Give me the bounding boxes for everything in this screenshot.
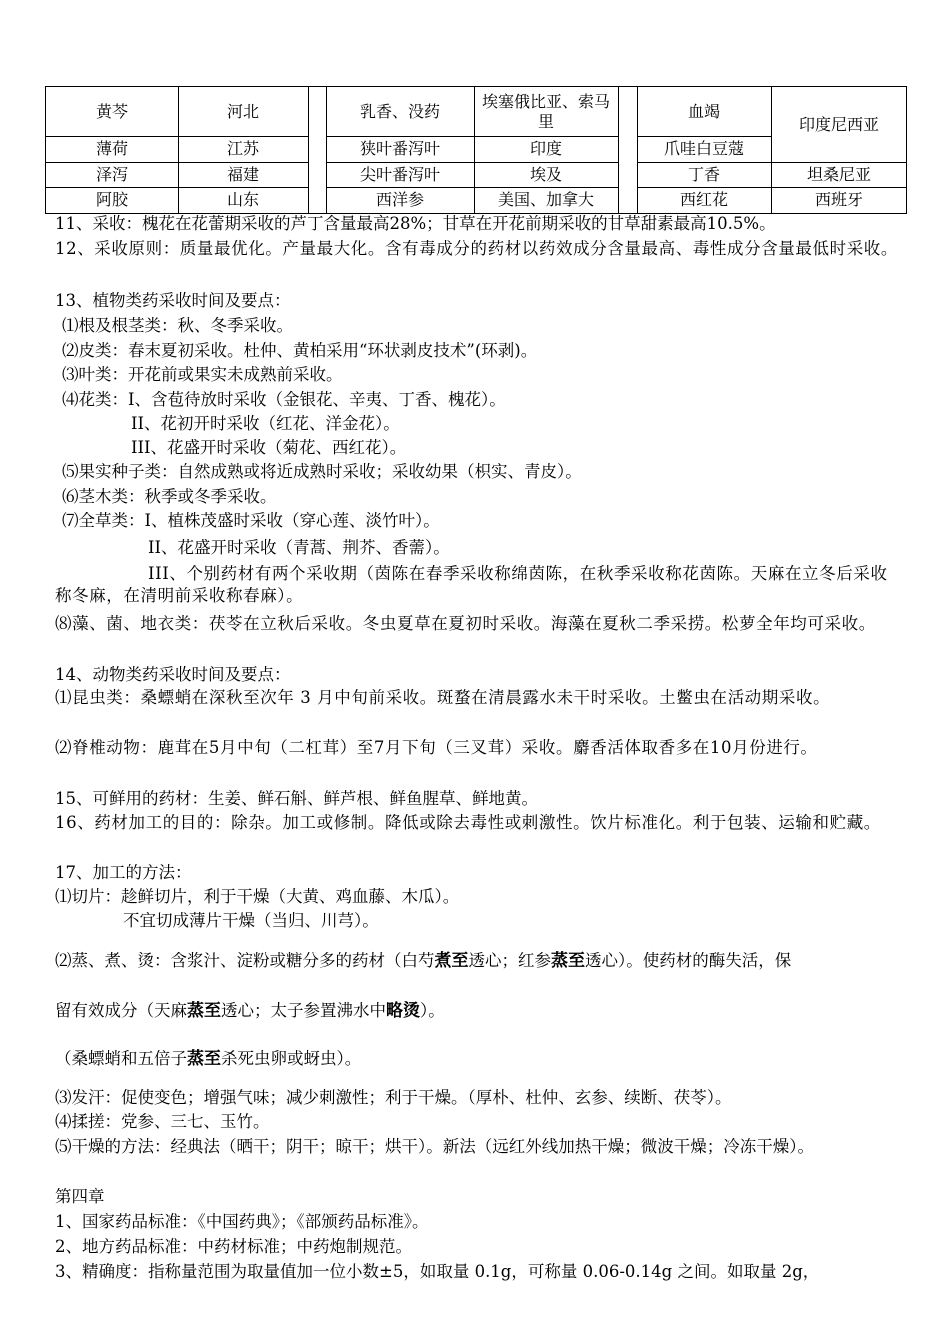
table-cell: 阿胶 [95, 190, 128, 209]
table-cell: 丁香 [687, 164, 720, 184]
paragraph-line: III、个别药材有两个采收期（茵陈在春季采收称绵茵陈，在秋季采收称花茵陈。天麻在立冬后采收称冬麻，在清明前采收称春麻）。 [55, 564, 888, 605]
table-cell: 血竭 [687, 101, 720, 121]
paragraph-line: ⑶发汗：促使变色；增强气味；减少刺激性；利于干燥。（厚朴、杜仲、玄参、续断、茯苓）。 [55, 1088, 732, 1107]
origin-table [45, 86, 907, 214]
table-cell: 爪哇白豆蔻 [663, 139, 744, 158]
text-run: ）。 [420, 1001, 445, 1020]
table-cell: 印度尼西亚 [798, 114, 879, 134]
table-cell: 泽泻 [95, 164, 128, 184]
section-heading: 14、动物类药采收时间及要点： [55, 665, 291, 684]
table-cell: 乳香、没药 [359, 101, 440, 121]
paragraph-line: II、花盛开时采收（青蒿、荆芥、香薷）。 [148, 538, 450, 557]
paragraph-line: 1、国家药品标准：《中国药典》；《部颁药品标准》。 [55, 1212, 429, 1231]
table-cell: 西班牙 [814, 190, 863, 209]
text-run: （桑螵蛸和五倍子 [55, 1049, 187, 1068]
paragraph-line: ⑻藻、菌、地衣类：茯苓在立秋后采收。冬虫夏草在夏初时采收。海藻在夏秋二季采捞。松萝全年均可采收。 [55, 614, 876, 633]
paragraph-line: ⑴昆虫类：桑螵蛸在深秋至次年 3 月中旬前采收。斑蝥在清晨露水未干时采收。土鳖虫在活动期采收。 [55, 688, 831, 707]
paragraph-line: ⑸果实种子类：自然成熟或将近成熟时采收；采收幼果（枳实、青皮）。 [62, 462, 582, 481]
text-run: 杀死虫卵或蚜虫）。 [221, 1049, 362, 1068]
paragraph-line [55, 950, 791, 972]
table-cell: 江苏 [226, 139, 259, 158]
text-run: 透心；太子参置沸水中 [221, 1001, 386, 1020]
table-cell: 美国、加拿大 [497, 190, 594, 209]
paragraph-line: ⑹茎木类：秋季或冬季采收。 [62, 487, 277, 506]
bold-term: 蒸至 [187, 1001, 221, 1021]
paragraph-line: 11、采收：槐花在花蕾期采收的芦丁含量最高28%；甘草在开花前期采收的甘草甜素最高10.5%。 [55, 214, 776, 233]
paragraph-line [55, 1048, 361, 1070]
table-cell: 狭叶番泻叶 [359, 139, 440, 158]
paragraph-line: ⑶叶类：开花前或果实未成熟前采收。 [62, 365, 343, 384]
text-run: ⑵蒸、煮、烫：含浆汁、淀粉或糖分多的药材（白芍 [55, 951, 435, 970]
table-rule [308, 87, 309, 213]
paragraph-line [55, 1000, 445, 1022]
table-cell: 坦桑尼亚 [806, 164, 871, 184]
text-run: 透心；红参 [468, 951, 551, 970]
paragraph-line: ⑷花类：I、含苞待放时采收（金银花、辛夷、丁香、槐花）。 [62, 390, 506, 409]
paragraph-line: 2、地方药品标准：中药材标准；中药炮制规范。 [55, 1237, 412, 1256]
paragraph-line: ⑵皮类：春末夏初采收。杜仲、黄柏采用“环状剥皮技术”(环剥)。 [62, 341, 538, 360]
paragraph-line: ⑴切片：趁鲜切片，利于干燥（大黄、鸡血藤、木瓜）。 [55, 887, 460, 906]
section-heading: 17、加工的方法： [55, 863, 192, 882]
table-cell: 埃及 [529, 164, 562, 184]
table-rule [618, 87, 619, 213]
bold-term: 蒸至 [187, 1049, 221, 1069]
paragraph-line: ⑸干燥的方法：经典法（晒干；阴干；晾干；烘干）。新法（远红外线加热干燥；微波干燥；冷冻干燥）。 [55, 1137, 814, 1156]
table-cell: 山东 [226, 190, 259, 209]
paragraph-line: II、花初开时采收（红花、洋金花）。 [131, 414, 400, 433]
paragraph-line: 3、精确度：指称量范围为取量值加一位小数±5，如取量 0.1g，可称量 0.06-0.14g 之间。如取量 2g， [55, 1262, 820, 1281]
table-cell: 埃塞俄比亚、索马里 [481, 91, 610, 131]
bold-term: 略烫 [386, 1001, 420, 1021]
table-cell: 薄荷 [95, 139, 128, 158]
paragraph-line: ⑴根及根茎类：秋、冬季采收。 [62, 316, 293, 335]
table-cell: 西红花 [679, 190, 728, 209]
bold-term: 煮至 [434, 951, 469, 971]
paragraph-line: 不宜切成薄片干燥（当归、川芎）。 [123, 911, 379, 930]
table-cell: 河北 [226, 101, 259, 121]
table-cell: 印度 [529, 139, 562, 158]
paragraph-line: 16、药材加工的目的：除杂。加工或修制。降低或除去毒性或刺激性。饮片标准化。利于包装、运输和贮藏。 [55, 813, 881, 832]
text-run: 留有效成分（天麻 [55, 1001, 187, 1020]
paragraph-line: ⑺全草类：I、植株茂盛时采收（穿心莲、淡竹叶）。 [62, 511, 440, 530]
paragraph-line: 12、采收原则：质量最优化。产量最大化。含有毒成分的药材以药效成分含量最高、毒性成分含量最低时采收。 [55, 239, 898, 258]
paragraph-line: 15、可鲜用的药材：生姜、鲜石斛、鲜芦根、鲜鱼腥草、鲜地黄。 [55, 789, 538, 808]
paragraph-line: ⑷揉搓：党参、三七、玉竹。 [55, 1112, 270, 1131]
paragraph-line: III、花盛开时采收（菊花、西红花）。 [131, 438, 407, 457]
section-heading: 13、植物类药采收时间及要点： [55, 291, 291, 310]
table-cell: 黄芩 [95, 101, 128, 121]
paragraph-line: ⑵脊椎动物：鹿茸在5月中旬（二杠茸）至7月下旬（三叉茸）采收。麝香活体取香多在10月份进行。 [55, 738, 818, 757]
text-run: 透心）。使药材的酶失活，保 [585, 951, 792, 970]
bold-term: 蒸至 [551, 951, 585, 971]
table-cell: 尖叶番泻叶 [359, 164, 440, 184]
table-cell: 西洋参 [375, 190, 424, 209]
table-cell: 福建 [226, 164, 259, 184]
chapter-heading: 第四章 [55, 1187, 105, 1206]
